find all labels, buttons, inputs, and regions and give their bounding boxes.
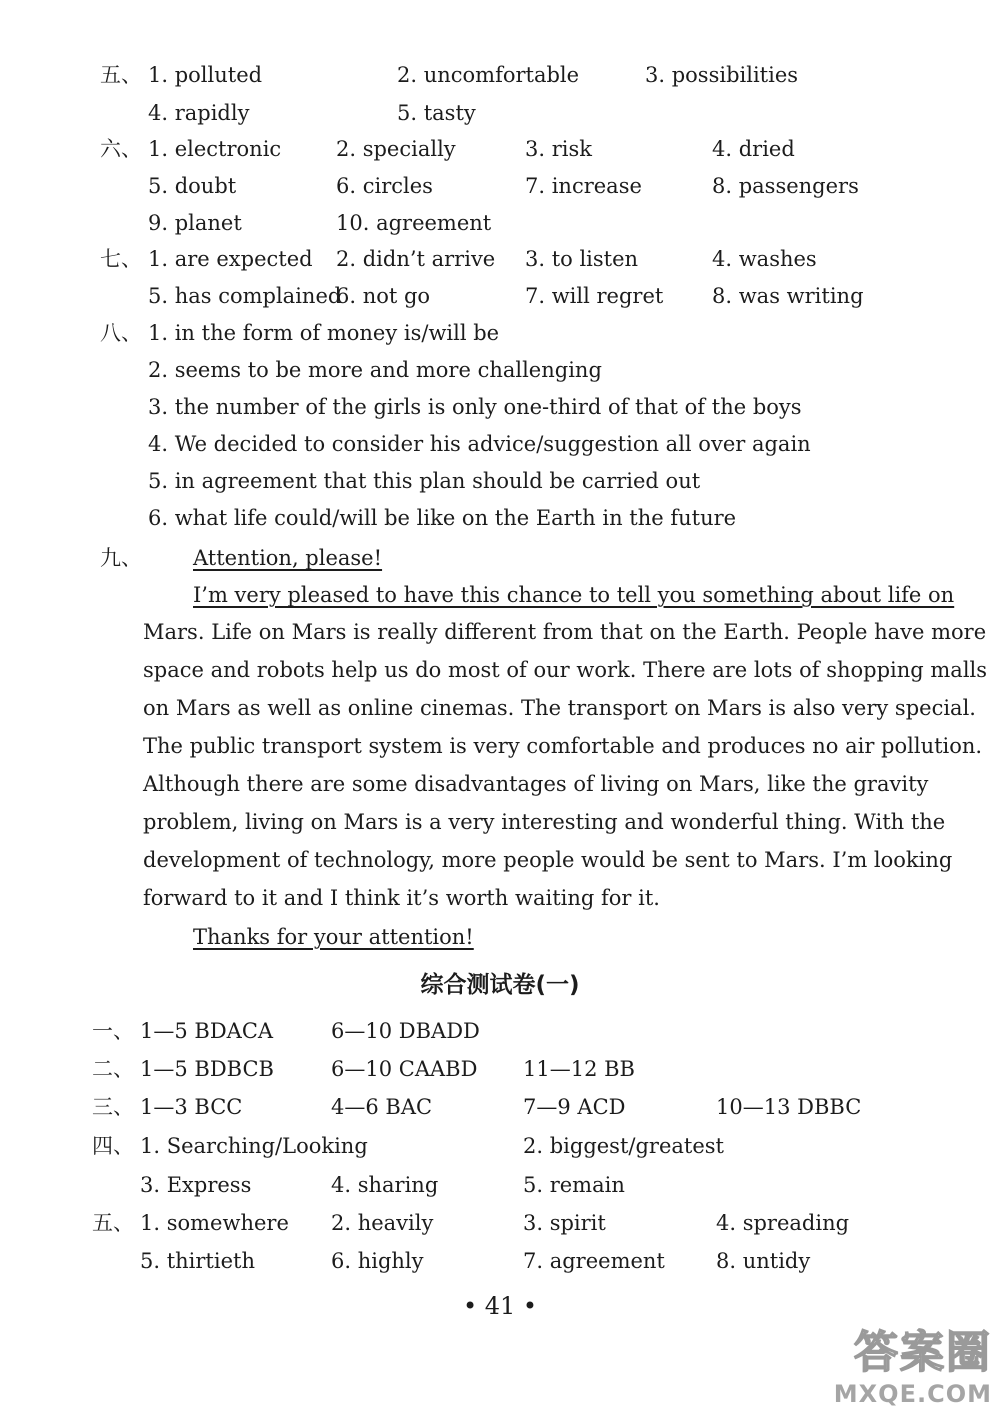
watermark <box>834 1316 992 1408</box>
answer: 6. not go <box>336 284 431 308</box>
essay-line: on Mars as well as online cinemas. The transport on Mars is also very special. <box>143 696 976 720</box>
answer: 10—13 DBBC <box>716 1095 862 1119</box>
answer: 6—10 DBADD <box>331 1019 480 1043</box>
answer: 3. the number of the girls is only one-third of that of the boys <box>148 395 802 419</box>
answer: 7—9 ACD <box>523 1095 626 1119</box>
answer: 6. what life could/will be like on the Earth in the future <box>148 506 737 530</box>
answer: 9. planet <box>148 211 242 235</box>
answer: 4. We decided to consider his advice/suggestion all over again <box>148 432 811 456</box>
essay-line: forward to it and I think it’s worth waiting for it. <box>143 886 660 910</box>
answer: 1. polluted <box>148 63 263 87</box>
section-label: 八、 <box>100 321 142 345</box>
essay-line: The public transport system is very comfortable and produces no air pollution. <box>143 734 983 758</box>
essay-greeting: Attention, please! <box>193 546 383 570</box>
section-label: 二、 <box>92 1057 134 1081</box>
answer: 7. increase <box>525 174 642 198</box>
answer: 1—3 BCC <box>140 1095 243 1119</box>
essay-line: Mars. Life on Mars is really different from that on the Earth. People have more <box>143 620 987 644</box>
section-label: 九、 <box>100 546 142 570</box>
answer: 5. remain <box>523 1173 625 1197</box>
answer: 5. tasty <box>397 101 476 125</box>
answer: 5. in agreement that this plan should be carried out <box>148 469 701 493</box>
answer: 11—12 BB <box>523 1057 635 1081</box>
answer: 7. agreement <box>523 1249 665 1273</box>
answer: 4—6 BAC <box>331 1095 433 1119</box>
section-label: 四、 <box>92 1134 134 1158</box>
section-label: 六、 <box>100 137 142 161</box>
answer: 2. uncomfortable <box>397 63 580 87</box>
essay-line: Although there are some disadvantages of living on Mars, like the gravity <box>143 772 929 796</box>
answer: 6. circles <box>336 174 433 198</box>
answer: 1. in the form of money is/will be <box>148 321 500 345</box>
answer: 3. spirit <box>523 1211 606 1235</box>
section-label: 一、 <box>92 1019 134 1043</box>
answer: 1. electronic <box>148 137 282 161</box>
test-title: 综合测试卷(一) <box>420 972 580 998</box>
answer: 4. washes <box>712 247 817 271</box>
answer: 6—10 CAABD <box>331 1057 478 1081</box>
answer: 4. sharing <box>331 1173 439 1197</box>
essay-line: problem, living on Mars is a very interesting and wonderful thing. With the <box>143 810 946 834</box>
answer: 4. rapidly <box>148 101 250 125</box>
answer: 10. agreement <box>336 211 492 235</box>
essay-line: I’m very pleased to have this chance to tell you something about life on <box>193 583 955 607</box>
answer: 1. somewhere <box>140 1211 289 1235</box>
answer: 4. spreading <box>716 1211 850 1235</box>
answer: 1—5 BDACA <box>140 1019 274 1043</box>
answer: 3. risk <box>525 137 592 161</box>
section-label: 五、 <box>92 1211 134 1235</box>
answer: 5. thirtieth <box>140 1249 255 1273</box>
section-label: 七、 <box>100 247 142 271</box>
essay-line: development of technology, more people would be sent to Mars. I’m looking <box>143 848 953 872</box>
answer: 5. has complained <box>148 284 342 308</box>
answer: 2. biggest/greatest <box>523 1134 724 1158</box>
section-label: 三、 <box>92 1095 134 1119</box>
answer: 4. dried <box>712 137 795 161</box>
answer: 8. was writing <box>712 284 864 308</box>
watermark-logo: 答案圈 <box>854 1327 992 1378</box>
answer: 2. heavily <box>331 1211 434 1235</box>
essay-line: space and robots help us do most of our work. There are lots of shopping malls <box>143 658 988 682</box>
answer: 2. specially <box>336 137 456 161</box>
answer: 5. doubt <box>148 174 237 198</box>
answer: 8. untidy <box>716 1249 811 1273</box>
answer: 1. are expected <box>148 247 313 271</box>
answer: 8. passengers <box>712 174 859 198</box>
essay-closing: Thanks for your attention! <box>193 925 474 949</box>
answer: 3. to listen <box>525 247 639 271</box>
answer: 1. Searching/Looking <box>140 1134 368 1158</box>
answer: 3. possibilities <box>645 63 799 87</box>
answer: 2. didn’t arrive <box>336 247 496 271</box>
answer: 7. will regret <box>525 284 664 308</box>
answer: 3. Express <box>140 1173 252 1197</box>
page-number: • 41 • <box>462 1292 538 1320</box>
section-label: 五、 <box>100 63 142 87</box>
answer: 2. seems to be more and more challenging <box>148 358 602 382</box>
watermark-site: MXQE.COM <box>833 1380 992 1408</box>
answer: 6. highly <box>331 1249 424 1273</box>
answer: 1—5 BDBCB <box>140 1057 274 1081</box>
